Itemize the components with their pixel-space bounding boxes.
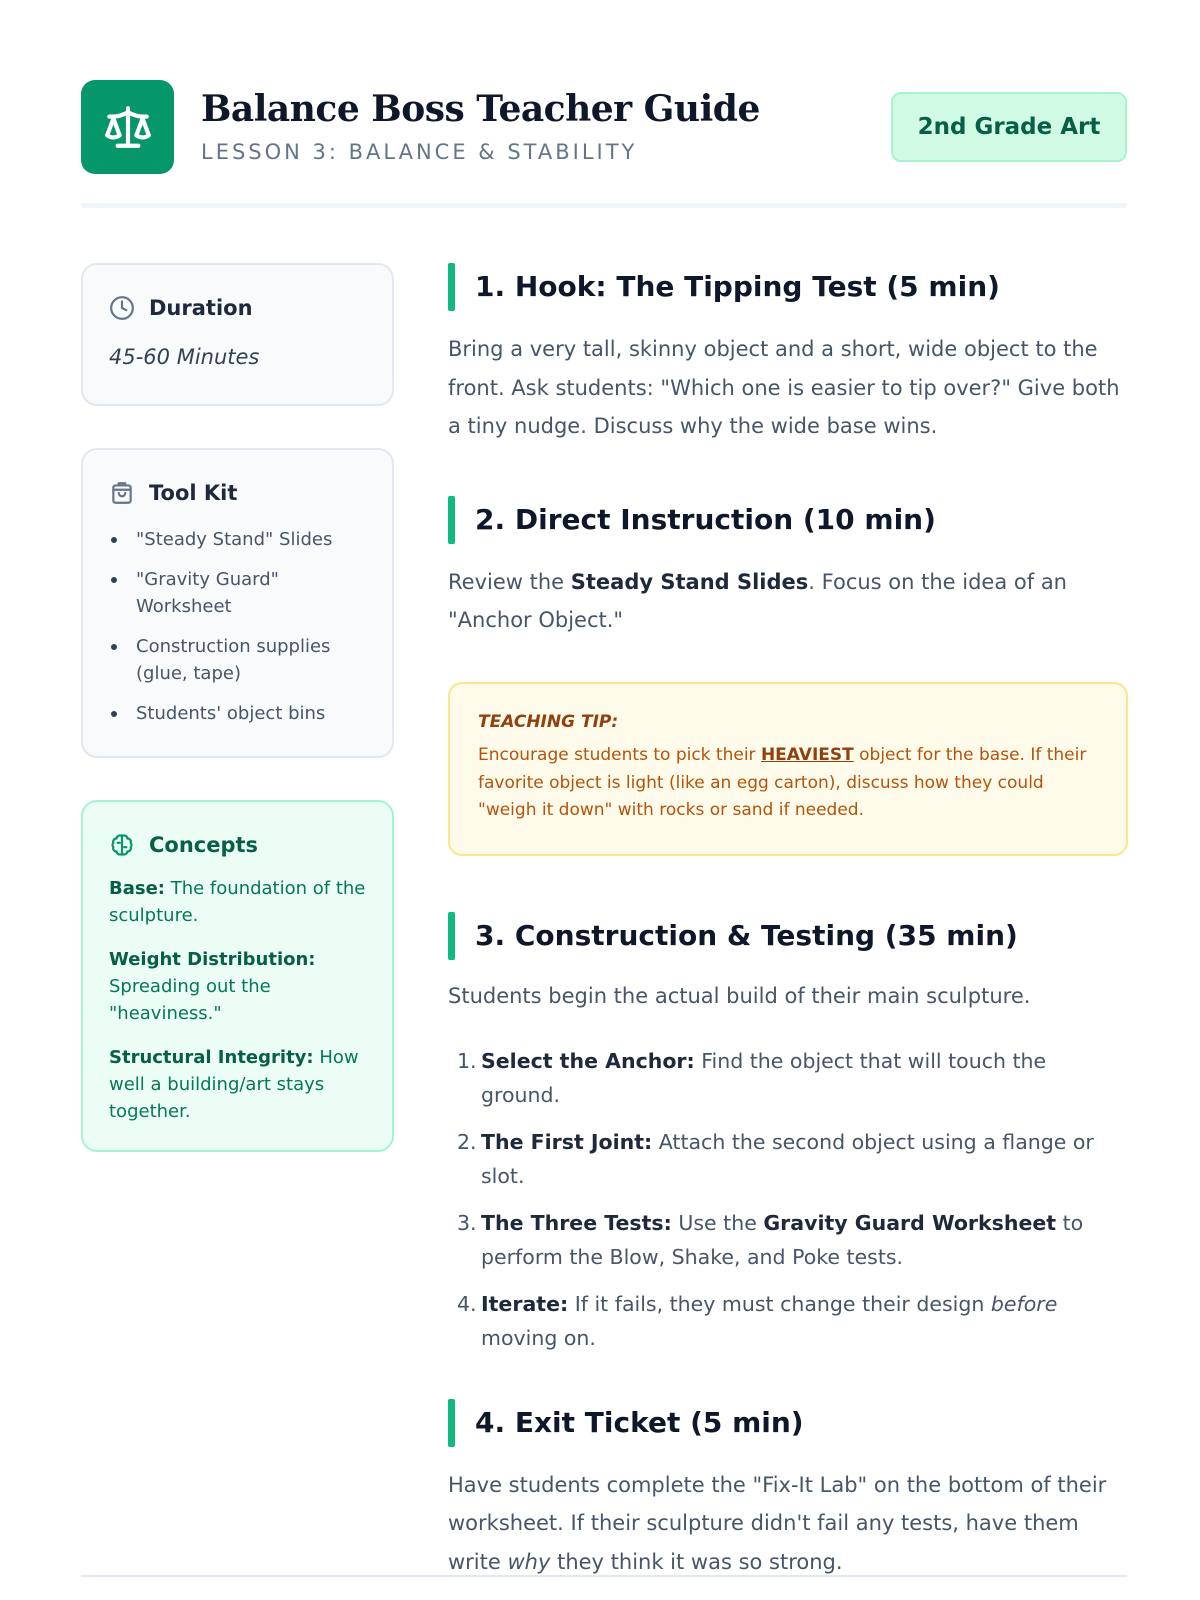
section-body-construction: Students begin the actual build of their main sculpture. bbox=[448, 984, 1031, 1008]
concept-definition: The foundation of the sculpture. bbox=[109, 878, 366, 926]
page-title: Balance Boss Teacher Guide bbox=[201, 88, 760, 130]
concept-item bbox=[109, 946, 366, 1027]
grade-badge: 2nd Grade Art bbox=[891, 92, 1127, 162]
toolkit-item: "Steady Stand" Slides bbox=[109, 526, 366, 553]
section-body-hook: Bring a very tall, skinny object and a short, wide object to the front. Ask students: "Which one is easier to tip over?" Give both a tiny nudge. Discuss why the wide base wins. bbox=[448, 337, 1120, 438]
shopping-bag-icon bbox=[109, 480, 135, 506]
footer-divider bbox=[81, 1575, 1127, 1577]
list-item: 2. The First Joint: Attach the second object using a flange or slot. bbox=[457, 1129, 1094, 1188]
duration-value: 45-60 Minutes bbox=[109, 345, 260, 369]
page-header bbox=[81, 80, 1127, 175]
header-divider bbox=[81, 203, 1127, 208]
concept-term: Base: bbox=[109, 878, 165, 899]
tip-label: TEACHING TIP: bbox=[478, 712, 619, 732]
concept-term: Structural Integrity: bbox=[109, 1047, 314, 1068]
concepts-label: Concepts bbox=[149, 833, 259, 857]
concept-definition: How well a building/art stays together. bbox=[109, 1047, 359, 1122]
concept-definition: Spreading out the "heaviness." bbox=[109, 976, 271, 1024]
list-item: 1. Select the Anchor: Find the object that will touch the ground. bbox=[457, 1048, 1047, 1107]
balance-scale-icon bbox=[81, 80, 174, 174]
list-item: 3. The Three Tests: Use the Gravity Guard Worksheet to perform the Blow, Shake, and Poke tests. bbox=[457, 1210, 1084, 1269]
teaching-tip bbox=[448, 682, 1128, 856]
tip-text: Encourage students to pick their HEAVIEST object for the base. If their favorite object is light (like an egg carton), discuss how they could "weigh it down" with rocks or sand if needed. bbox=[478, 745, 1087, 820]
toolkit-item: "Gravity Guard" Worksheet bbox=[109, 566, 366, 620]
toolkit-header bbox=[109, 480, 366, 506]
toolkit-list bbox=[109, 526, 366, 727]
toolkit-card bbox=[81, 448, 394, 758]
toolkit-item: Construction supplies (glue, tape) bbox=[109, 633, 366, 687]
section-title-instruction: 2. Direct Instruction (10 min) bbox=[448, 496, 1128, 544]
lesson-content bbox=[448, 263, 1128, 640]
section-title-hook: 1. Hook: The Tipping Test (5 min) bbox=[448, 263, 1128, 311]
duration-header bbox=[109, 295, 366, 321]
concepts-header bbox=[109, 832, 366, 858]
section-title-construction: 3. Construction & Testing (35 min) bbox=[448, 912, 1128, 960]
lesson-content-continued bbox=[448, 912, 1128, 1581]
concept-term: Weight Distribution: bbox=[109, 949, 316, 970]
section-body-exit-ticket: Have students complete the "Fix-It Lab" on the bottom of their worksheet. If their sculpture didn't fail any tests, have them write why they think it was so strong. bbox=[448, 1472, 1107, 1574]
lesson-subtitle: LESSON 3: BALANCE & STABILITY bbox=[201, 140, 638, 164]
toolkit-label: Tool Kit bbox=[149, 481, 238, 505]
brain-icon bbox=[109, 832, 135, 858]
concepts-card bbox=[81, 800, 394, 1152]
list-item: 4. Iterate: If it fails, they must change their design before moving on. bbox=[457, 1291, 1058, 1350]
duration-label: Duration bbox=[149, 296, 253, 320]
toolkit-item: Students' object bins bbox=[109, 700, 366, 727]
concept-item bbox=[109, 1044, 366, 1125]
concept-item bbox=[109, 875, 366, 929]
clock-icon bbox=[109, 295, 135, 321]
section-title-exit-ticket: 4. Exit Ticket (5 min) bbox=[448, 1399, 1128, 1447]
duration-card bbox=[81, 263, 394, 406]
construction-steps bbox=[448, 1044, 1128, 1355]
section-body-instruction: Review the Steady Stand Slides. Focus on the idea of an "Anchor Object." bbox=[448, 569, 1067, 632]
